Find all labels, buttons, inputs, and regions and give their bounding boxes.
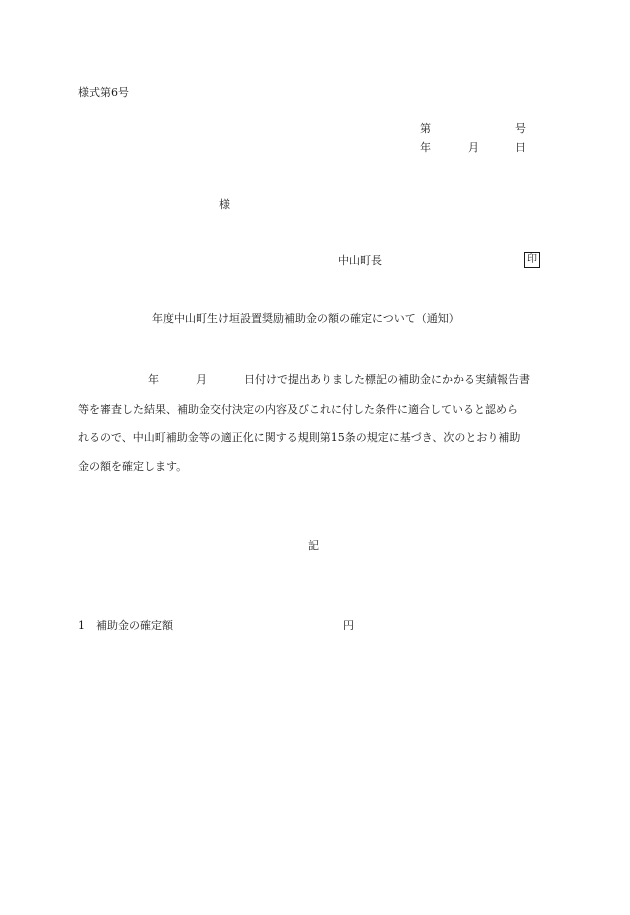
- date-year: 年: [420, 141, 431, 154]
- item-number: 1: [78, 619, 85, 632]
- item-unit: 円: [343, 619, 354, 632]
- form-number: 様式第6号: [78, 86, 129, 99]
- body-line-4: 金の額を確定します。: [78, 460, 188, 473]
- sender-title: 中山町長: [338, 254, 382, 267]
- body-line-3: れるので、中山町補助金等の適正化に関する規則第15条の規定に基づき、次のとおり補助: [78, 431, 521, 444]
- subject-title: 年度中山町生け垣設置奨励補助金の額の確定について（通知）: [152, 312, 460, 325]
- body-date-month: 月: [196, 373, 207, 386]
- doc-number-prefix: 第: [420, 122, 431, 135]
- seal-mark: 印: [524, 252, 540, 268]
- addressee-honorific: 様: [219, 198, 230, 211]
- body-date-year: 年: [148, 373, 159, 386]
- date-month: 月: [468, 141, 479, 154]
- body-line-2: 等を審査した結果、補助金交付決定の内容及びこれに付した条件に適合していると認めら: [78, 403, 518, 416]
- doc-number-suffix: 号: [515, 122, 526, 135]
- record-heading: 記: [308, 539, 319, 552]
- date-day: 日: [515, 141, 526, 154]
- body-line-1: 日付けで提出ありました標記の補助金にかかる実績報告書: [244, 373, 530, 386]
- item-label: 補助金の確定額: [96, 619, 173, 632]
